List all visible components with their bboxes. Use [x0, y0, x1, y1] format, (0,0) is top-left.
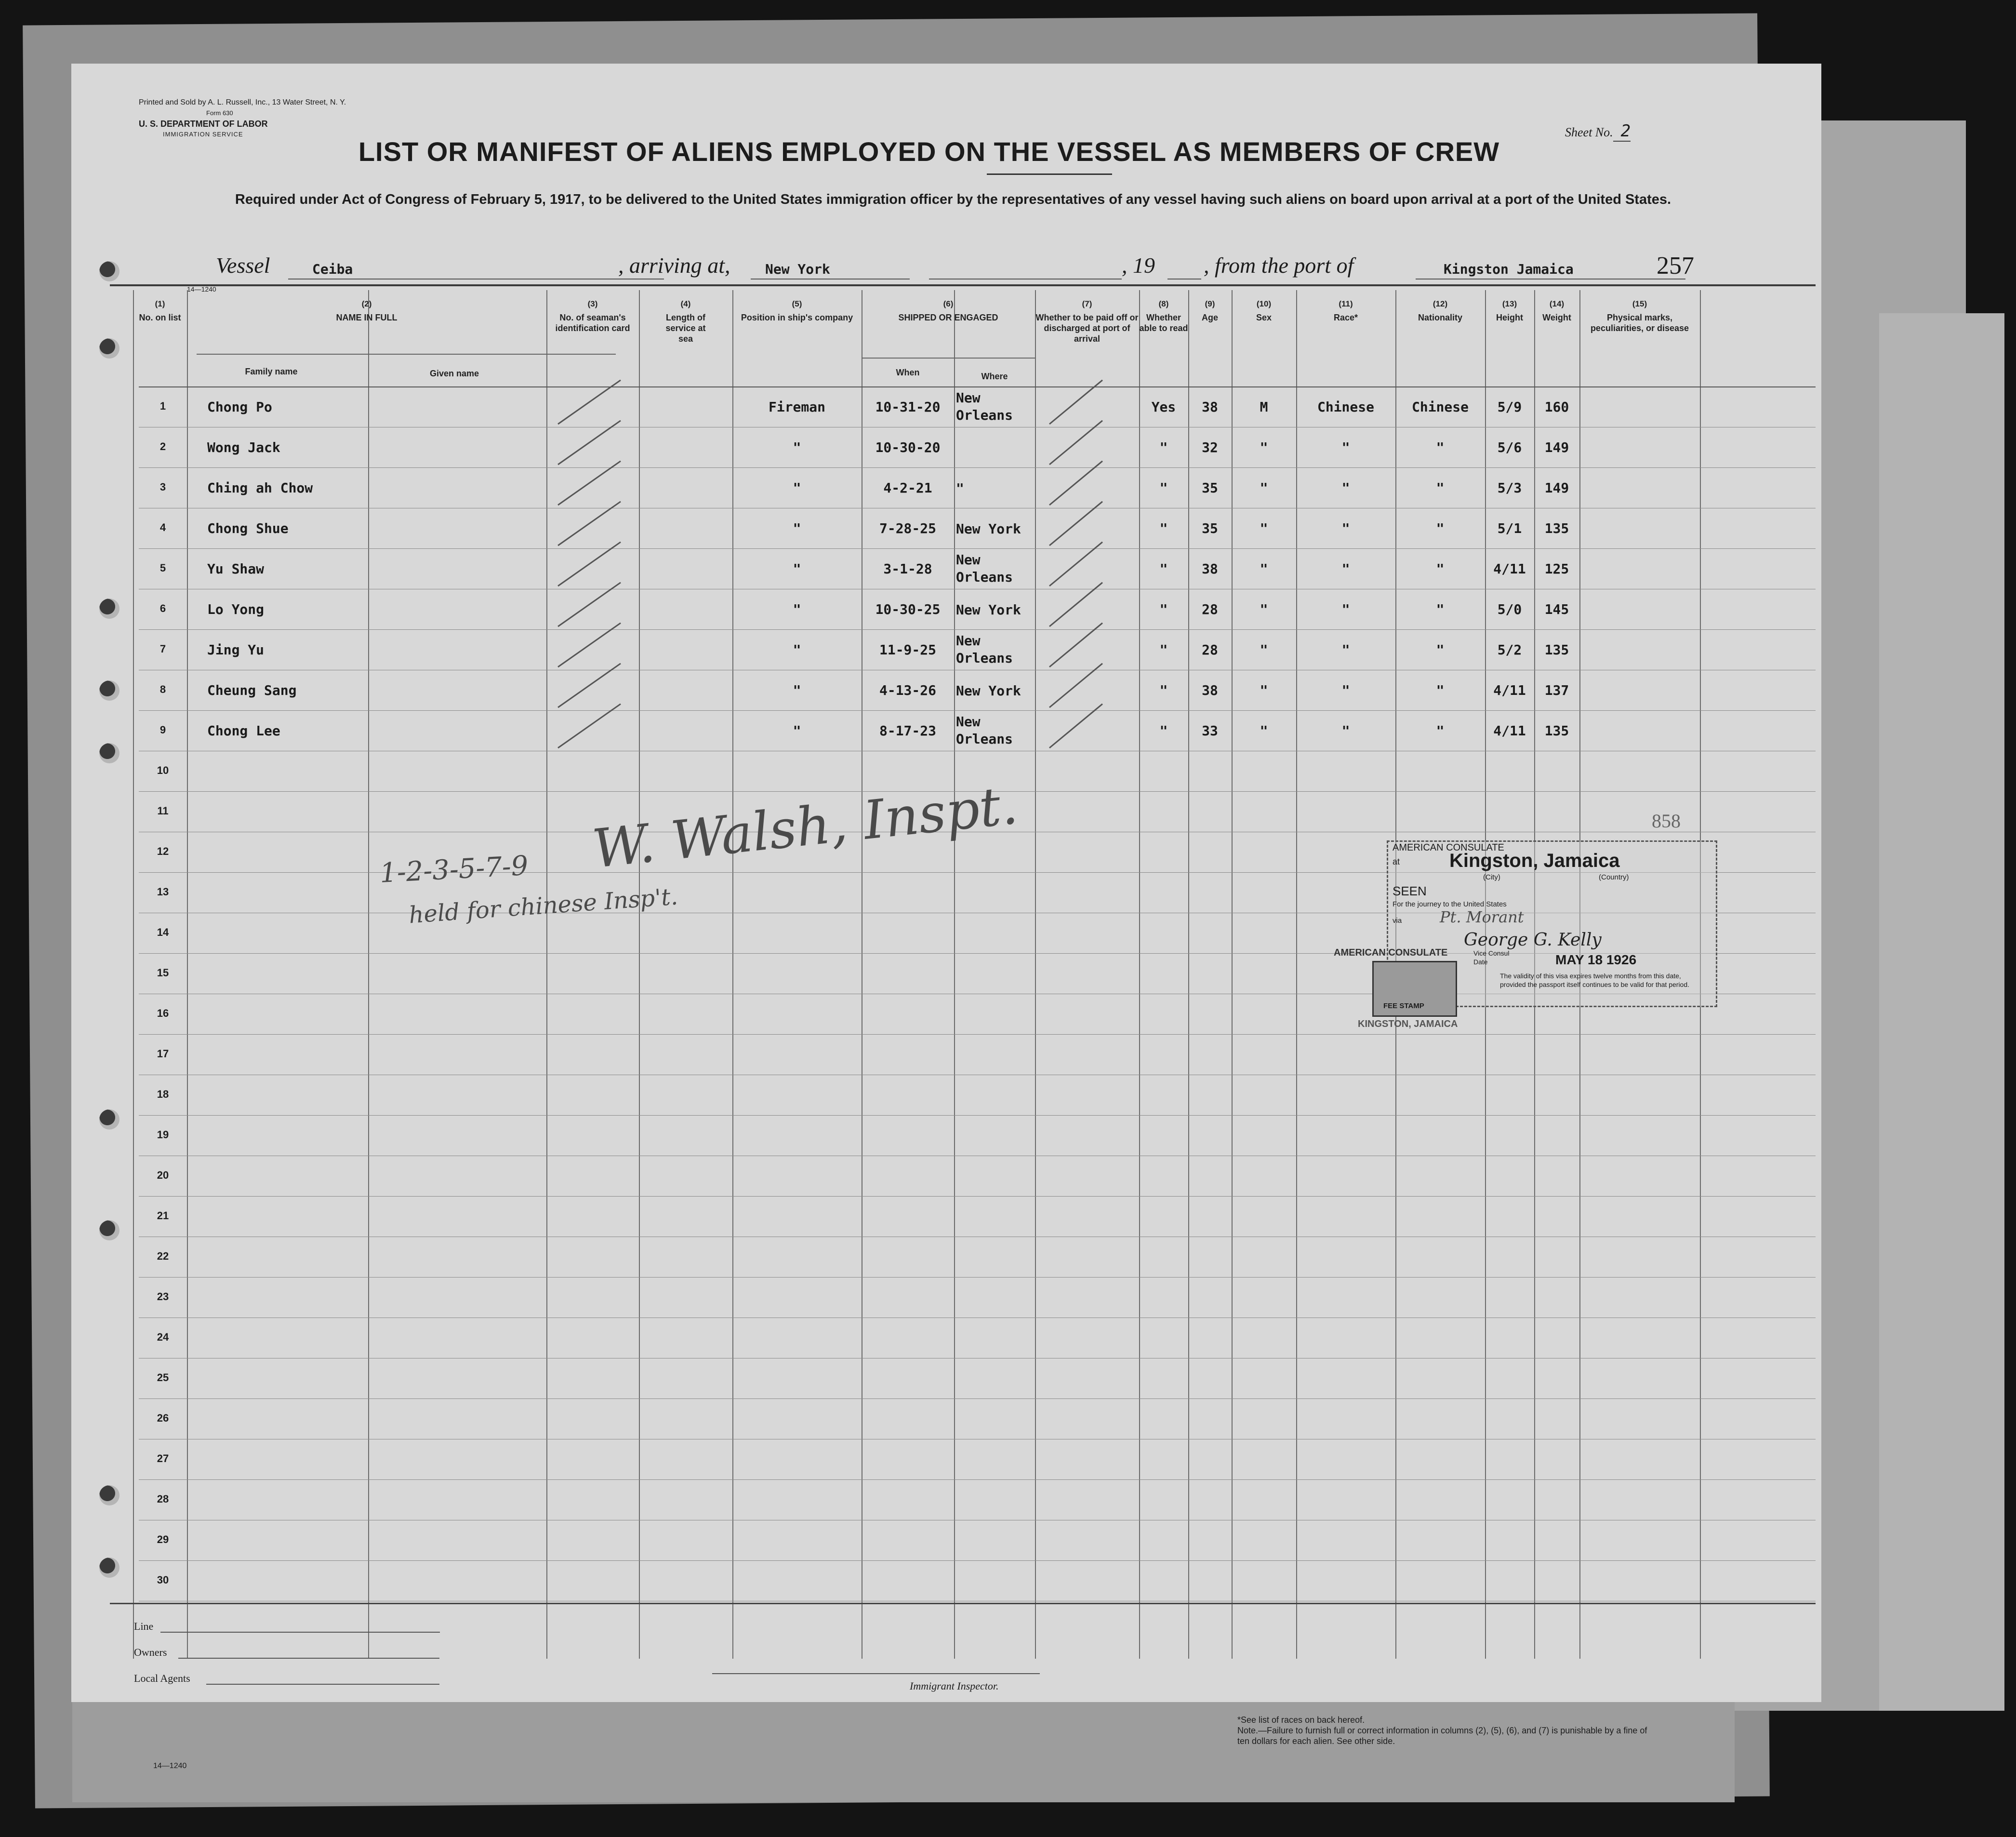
row-number: 20: [157, 1169, 169, 1181]
cell-race: ": [1341, 682, 1350, 698]
cell-name: Chong Lee: [207, 723, 280, 739]
col-number: (10): [1256, 299, 1272, 308]
row-number: 30: [157, 1574, 169, 1586]
imprint-service: IMMIGRATION SERVICE: [163, 131, 243, 138]
cell-race: ": [1341, 723, 1350, 739]
cell-read: ": [1159, 439, 1168, 455]
cell-when: 10-30-25: [875, 601, 941, 617]
imprint-form: Form 630: [206, 109, 233, 117]
stamp-date: MAY 18 1926: [1555, 952, 1637, 967]
cell-height: 4/11: [1493, 561, 1526, 577]
punch-hole: [99, 1557, 119, 1578]
col-subheader-when: When: [896, 368, 920, 377]
col-label: Whether able to read: [1139, 313, 1188, 333]
punch-hole: [99, 680, 119, 701]
col-header-weight: [1534, 299, 1579, 323]
row-number: 16: [157, 1007, 169, 1019]
column-line: [546, 290, 547, 1659]
row-number: 15: [157, 967, 169, 979]
inspector-signature-line: [712, 1673, 1040, 1674]
cell-where: ": [956, 480, 964, 496]
col-number: (2): [361, 299, 372, 308]
row-number: 12: [157, 845, 169, 857]
col-subheader-family: Family name: [245, 367, 298, 376]
row-rule: [139, 467, 1816, 468]
col-number: (9): [1205, 299, 1215, 308]
cell-age: 38: [1202, 399, 1218, 415]
col-label: Sex: [1256, 313, 1272, 322]
col-header-age: [1188, 299, 1232, 323]
punch-hole: [99, 1485, 119, 1505]
cell-when: 11-9-25: [879, 642, 936, 658]
cell-when: 4-13-26: [879, 682, 936, 698]
inspector-signature: W. Walsh, Inspt.: [589, 774, 1021, 880]
vessel-line: [216, 253, 1787, 281]
date-underline: [929, 279, 1122, 280]
column-line: [187, 290, 188, 1659]
cell-name: Jing Yu: [207, 642, 265, 658]
cell-read: Yes: [1151, 399, 1176, 415]
cell-name: Lo Yong: [207, 601, 265, 617]
row-number: 23: [157, 1291, 169, 1303]
cell-where: New Orleans: [956, 633, 1013, 666]
cell-nationality: ": [1436, 439, 1445, 455]
cell-sex: ": [1260, 723, 1268, 739]
col-label: Age: [1201, 313, 1218, 322]
arriving-underline: [751, 279, 910, 280]
cell-nationality: ": [1436, 723, 1445, 739]
col-number: (6): [943, 299, 954, 308]
cell-age: 35: [1202, 520, 1218, 536]
cell-weight: 135: [1544, 642, 1569, 658]
penalty-note: Note.—Failure to furnish full or correct information in columns (2), (5), (6), and (7) is punishable by a fine of ten dollars for each alien. See other side.: [1237, 1726, 1647, 1746]
stamp-consul-signature: George G. Kelly: [1464, 930, 1602, 950]
col-number: (14): [1549, 299, 1565, 308]
col-number: (7): [1082, 299, 1092, 308]
page-subtitle: Required under Act of Congress of February 5, 1917, to be delivered to the United States immigration officer by the representatives of any vessel having such aliens on board upon arrival at a port of the United States.: [235, 192, 1671, 207]
footer-notes: [1237, 1715, 1661, 1746]
col-label: Weight: [1542, 313, 1571, 322]
col-number: (15): [1632, 299, 1647, 308]
cell-age: 35: [1202, 480, 1218, 496]
col-label: Position in ship's company: [741, 313, 853, 322]
fee-stamp-label: FEE STAMP: [1383, 1002, 1424, 1010]
row-rule: [139, 629, 1816, 630]
col-header-card: [546, 299, 639, 333]
cell-age: 32: [1202, 439, 1218, 455]
col-number: (11): [1339, 299, 1353, 308]
cell-weight: 149: [1544, 480, 1569, 496]
vessel-label: Vessel: [216, 253, 270, 278]
col-label: Length of service at sea: [665, 313, 706, 344]
cell-age: 38: [1202, 682, 1218, 698]
vessel-value: Ceiba: [312, 261, 353, 277]
stamp-consul-title: Vice Consul: [1473, 949, 1510, 957]
cell-nationality: ": [1436, 561, 1445, 577]
cell-read: ": [1159, 480, 1168, 496]
row-number: 29: [157, 1533, 169, 1545]
col-header-position: [732, 299, 862, 323]
cell-position: ": [793, 723, 801, 739]
cell-sex: ": [1260, 682, 1268, 698]
row-number: 1: [159, 400, 166, 412]
row-number: 8: [159, 683, 166, 695]
arriving-value: New York: [765, 261, 830, 277]
stamp-seal-city: KINGSTON, JAMAICA: [1358, 1019, 1458, 1029]
col-number: (12): [1432, 299, 1448, 308]
cell-position: ": [793, 682, 801, 698]
cell-weight: 149: [1544, 439, 1569, 455]
col-header-nationality: [1395, 299, 1485, 323]
cell-race: ": [1341, 520, 1350, 536]
punch-hole: [99, 338, 119, 359]
row-number: 11: [157, 805, 169, 817]
col-subheader-given: Given name: [429, 369, 479, 378]
manifest-number: 257: [1657, 252, 1694, 280]
footer-line-underline: [160, 1632, 440, 1633]
cell-when: 7-28-25: [879, 520, 936, 536]
col-header-name: [187, 299, 546, 323]
year-underline: [1167, 279, 1201, 280]
row-number: 14: [157, 926, 169, 938]
cell-age: 33: [1202, 723, 1218, 739]
row-number: 24: [157, 1331, 169, 1343]
cell-race: Chinese: [1317, 399, 1374, 415]
column-line: [1035, 290, 1036, 1659]
cell-name: Yu Shaw: [207, 561, 265, 577]
vessel-underline: [288, 279, 664, 280]
title-rule: [987, 173, 1112, 175]
fee-stamp: [1372, 961, 1457, 1017]
col-label: Height: [1496, 313, 1523, 322]
sheet-number-label: Sheet No.: [1565, 125, 1613, 139]
page-title: LIST OR MANIFEST OF ALIENS EMPLOYED ON THE VESSEL AS MEMBERS OF CREW: [358, 136, 1500, 167]
cell-nationality: Chinese: [1411, 399, 1469, 415]
stamp-date-label: Date: [1473, 958, 1488, 966]
cell-name: Ching ah Chow: [207, 480, 313, 496]
stamp-seen: SEEN: [1393, 884, 1427, 898]
stamp-country-label: (Country): [1599, 873, 1629, 881]
row-rule: [139, 1560, 1816, 1561]
cell-where: New Orleans: [956, 552, 1013, 585]
cell-nationality: ": [1436, 682, 1445, 698]
cell-weight: 160: [1544, 399, 1569, 415]
cell-position: Fireman: [768, 399, 825, 415]
col-label: SHIPPED OR ENGAGED: [898, 313, 998, 322]
row-rule: [139, 1196, 1816, 1197]
col-subheader-where: Where: [981, 372, 1008, 381]
cell-sex: ": [1260, 480, 1268, 496]
cell-position: ": [793, 439, 801, 455]
cell-nationality: ": [1436, 601, 1445, 617]
cell-nationality: ": [1436, 520, 1445, 536]
stamp-title: AMERICAN CONSULATE: [1393, 842, 1504, 853]
cell-race: ": [1341, 561, 1350, 577]
cell-position: ": [793, 480, 801, 496]
cell-height: 5/3: [1497, 480, 1522, 496]
cell-nationality: ": [1436, 642, 1445, 658]
column-line: [954, 290, 955, 1659]
cell-sex: ": [1260, 601, 1268, 617]
cell-height: 4/11: [1493, 723, 1526, 739]
cell-age: 28: [1202, 601, 1218, 617]
consulate-visa-stamp: [1334, 840, 1714, 1033]
cell-where: New York: [956, 683, 1021, 699]
footer-rule: [110, 1603, 1816, 1604]
col-number: (5): [792, 299, 802, 308]
punch-hole: [99, 743, 119, 763]
cell-sex: ": [1260, 520, 1268, 536]
row-number: 27: [157, 1452, 169, 1464]
cell-height: 4/11: [1493, 682, 1526, 698]
row-number: 10: [157, 764, 169, 776]
cell-sex: ": [1260, 439, 1268, 455]
cell-read: ": [1159, 682, 1168, 698]
arriving-label: , arriving at,: [618, 253, 730, 278]
footer-owners-underline: [178, 1658, 439, 1659]
row-rule: [139, 1277, 1816, 1278]
stamp-journey: For the journey to the United States: [1393, 900, 1507, 908]
col-number: (13): [1502, 299, 1517, 308]
port-underline: [1416, 279, 1685, 280]
col-header-read: [1139, 299, 1188, 333]
cell-sex: ": [1260, 642, 1268, 658]
cell-race: ": [1341, 480, 1350, 496]
col-header-no: [133, 299, 187, 323]
row-number: 13: [157, 886, 169, 898]
cell-position: ": [793, 561, 801, 577]
cell-where: New York: [956, 602, 1021, 618]
stamp-city-country: Kingston, Jamaica: [1449, 850, 1620, 871]
stamp-via-label: via: [1393, 917, 1402, 925]
stamp-at-label: at: [1393, 857, 1400, 866]
port-value: Kingston Jamaica: [1444, 261, 1574, 277]
col-number: (3): [587, 299, 598, 308]
cell-race: ": [1341, 642, 1350, 658]
cell-height: 5/9: [1497, 399, 1522, 415]
col-label: NAME IN FULL: [336, 313, 398, 322]
cell-where: New York: [956, 521, 1021, 537]
row-number: 6: [159, 602, 166, 614]
cell-position: ": [793, 642, 801, 658]
row-number: 18: [157, 1088, 169, 1100]
punch-hole: [99, 1109, 119, 1130]
row-rule: [139, 1115, 1816, 1116]
row-number: 5: [159, 562, 166, 574]
port-label: , from the port of: [1204, 253, 1354, 278]
cell-race: ": [1341, 601, 1350, 617]
footer-owners-label: Owners: [134, 1646, 167, 1658]
cell-height: 5/0: [1497, 601, 1522, 617]
col-header-service: [639, 299, 732, 344]
row-rule: [139, 710, 1816, 711]
sheet-number-value: 2: [1613, 121, 1631, 142]
cell-name: Chong Po: [207, 399, 272, 415]
cell-read: ": [1159, 642, 1168, 658]
row-number: 26: [157, 1412, 169, 1424]
footer-agents-label: Local Agents: [134, 1672, 190, 1684]
imprint-department: U. S. DEPARTMENT OF LABOR: [139, 119, 268, 129]
cell-read: ": [1159, 723, 1168, 739]
cell-when: 4-2-21: [883, 480, 932, 496]
column-line: [133, 290, 134, 1659]
row-number: 17: [157, 1048, 169, 1060]
stamp-city-label: (City): [1483, 873, 1500, 881]
col-label: Physical marks, peculiarities, or disease: [1590, 313, 1689, 333]
row-number: 28: [157, 1493, 169, 1505]
cell-sex: ": [1260, 561, 1268, 577]
cell-weight: 135: [1544, 723, 1569, 739]
col-header-paid-off: [1035, 299, 1139, 344]
inspector-label: Immigrant Inspector.: [910, 1680, 999, 1692]
col-header-sex: [1232, 299, 1296, 323]
cell-read: ": [1159, 561, 1168, 577]
row-rule: [139, 1398, 1816, 1399]
cell-position: ": [793, 601, 801, 617]
punch-hole: [99, 261, 119, 281]
cell-race: ": [1341, 439, 1350, 455]
year-label: , 19: [1122, 253, 1155, 278]
cell-when: 10-30-20: [875, 439, 941, 455]
stamp-via-value: Pt. Morant: [1440, 908, 1524, 926]
race-note: *See list of races on back hereof.: [1237, 1715, 1365, 1725]
footer-form-number: 14—1240: [153, 1762, 187, 1770]
cell-age: 28: [1202, 642, 1218, 658]
stamp-seal-text: AMERICAN CONSULATE: [1334, 947, 1448, 958]
row-number: 2: [159, 440, 166, 453]
cell-where: New Orleans: [956, 714, 1013, 747]
cell-when: 8-17-23: [879, 723, 936, 739]
row-number: 19: [157, 1129, 169, 1141]
col-number: (4): [680, 299, 691, 308]
row-number: 21: [157, 1210, 169, 1222]
col-header-height: [1485, 299, 1534, 323]
background-sheet: [1879, 313, 2004, 1711]
cell-height: 5/2: [1497, 642, 1522, 658]
form-number-small: 14—1240: [187, 285, 216, 293]
cell-height: 5/6: [1497, 439, 1522, 455]
cell-position: ": [793, 520, 801, 536]
cell-weight: 137: [1544, 682, 1569, 698]
header-bottom-rule: [139, 386, 1816, 387]
cell-name: Cheung Sang: [207, 682, 297, 698]
held-numbers: 1-2-3-5-7-9: [379, 850, 529, 890]
cell-sex: M: [1260, 399, 1268, 415]
cell-age: 38: [1202, 561, 1218, 577]
cell-when: 3-1-28: [883, 561, 932, 577]
cell-name: Wong Jack: [207, 439, 280, 455]
faint-number: 858: [1652, 810, 1681, 832]
shipped-header-rule: [862, 358, 1035, 359]
punch-hole: [99, 1220, 119, 1240]
col-header-race: [1296, 299, 1395, 323]
table-top-rule: [110, 284, 1816, 286]
row-number: 9: [159, 724, 166, 736]
col-number: (8): [1158, 299, 1169, 308]
cell-height: 5/1: [1497, 520, 1522, 536]
row-rule: [139, 1479, 1816, 1480]
column-line: [639, 290, 640, 1659]
cell-name: Chong Shue: [207, 520, 289, 536]
name-header-rule: [197, 354, 616, 355]
col-number: (1): [155, 299, 165, 308]
imprint-printer: Printed and Sold by A. L. Russell, Inc., 13 Water Street, N. Y.: [139, 98, 346, 106]
row-rule: [139, 1034, 1816, 1035]
cell-when: 10-31-20: [875, 399, 941, 415]
col-label: Whether to be paid off or discharged at port of arrival: [1035, 313, 1139, 344]
col-label: Race*: [1333, 313, 1358, 322]
manifest-page: [71, 64, 1821, 1770]
printer-imprint: [139, 97, 346, 140]
cell-weight: 125: [1544, 561, 1569, 577]
col-label: No. of seaman's identification card: [555, 313, 630, 333]
row-number: 4: [159, 521, 166, 533]
row-number: 22: [157, 1250, 169, 1262]
footer-line-label: Line: [134, 1620, 154, 1632]
cell-weight: 135: [1544, 520, 1569, 536]
cell-weight: 145: [1544, 601, 1569, 617]
punch-hole: [99, 599, 119, 619]
col-header-marks: [1579, 299, 1700, 333]
cell-where: New Orleans: [956, 390, 1013, 423]
stamp-validity: The validity of this visa expires twelve months from this date, provided the passport itself continues to be valid for that period.: [1500, 972, 1690, 988]
row-number: 25: [157, 1371, 169, 1384]
row-number: 7: [159, 643, 166, 655]
cell-read: ": [1159, 520, 1168, 536]
held-note: held for chinese Insp't.: [408, 883, 679, 929]
col-label: Nationality: [1418, 313, 1462, 322]
col-label: No. on list: [139, 313, 181, 322]
col-header-shipped: [862, 299, 1035, 323]
row-number: 3: [159, 481, 166, 493]
cell-read: ": [1159, 601, 1168, 617]
row-rule: [139, 548, 1816, 549]
footer-agents-underline: [206, 1684, 439, 1685]
cell-nationality: ": [1436, 480, 1445, 496]
